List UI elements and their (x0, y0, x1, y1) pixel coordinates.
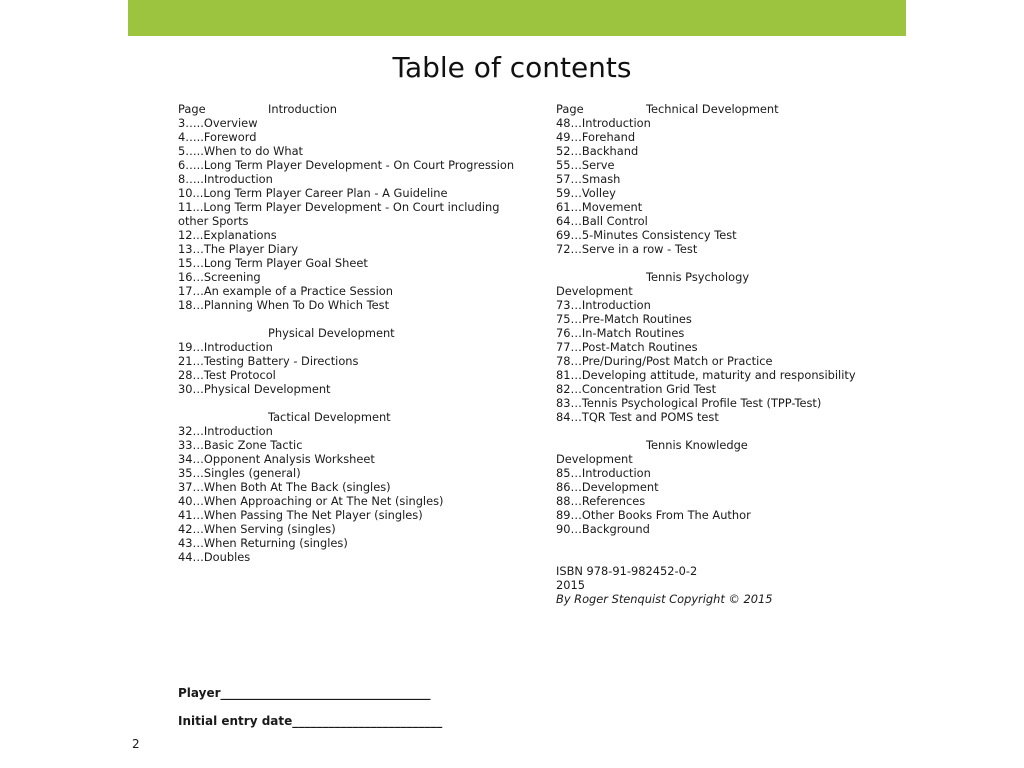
toc-entry: 21…Testing Battery - Directions (178, 354, 359, 368)
toc-entry: 13…The Player Diary (178, 242, 299, 256)
section-header-introduction (178, 102, 528, 116)
page-number: 2 (132, 737, 140, 751)
toc-entry: 8…..Introduction (178, 172, 273, 186)
section-heading-physical: Physical Development (268, 326, 395, 340)
toc-entry: 72…Serve in a row - Test (556, 242, 698, 256)
toc-entry: 61…Movement (556, 200, 643, 214)
toc-entry: 43…When Returning (singles) (178, 536, 348, 550)
toc-entry: 19…Introduction (178, 340, 273, 354)
isbn-text: ISBN 978-91-982452-0-2 (556, 564, 698, 578)
toc-left-column (178, 102, 528, 564)
toc-entry: 83…Tennis Psychological Profile Test (TPP-Test) (556, 396, 822, 410)
toc-entry: 88…References (556, 494, 646, 508)
toc-entry: 10...Long Term Player Career Plan - A Guideline (178, 186, 448, 200)
player-field[interactable]: Player___________________________________ (178, 686, 431, 700)
toc-entry: 37…When Both At The Back (singles) (178, 480, 391, 494)
section-heading-psychology-cont: Development (556, 284, 633, 298)
toc-entry: 57…Smash (556, 172, 621, 186)
toc-entry: 49…Forehand (556, 130, 636, 144)
toc-entry: 84…TQR Test and POMS test (556, 410, 719, 424)
toc-entry: 86…Development (556, 480, 659, 494)
toc-entry: 18…Planning When To Do Which Test (178, 298, 390, 312)
toc-entry: 4…..Foreword (178, 130, 257, 144)
toc-entry: 55…Serve (556, 158, 615, 172)
toc-entry: 59…Volley (556, 186, 616, 200)
toc-entry: 17…An example of a Practice Session (178, 284, 393, 298)
toc-entry: 64…Ball Control (556, 214, 648, 228)
toc-entry: 16…Screening (178, 270, 261, 284)
year-text: 2015 (556, 578, 585, 592)
toc-entry: 41…When Passing The Net Player (singles) (178, 508, 423, 522)
page-column-label: Page (556, 102, 584, 116)
toc-entry: 48…Introduction (556, 116, 651, 130)
toc-entry: 81…Developing attitude, maturity and responsibility (556, 368, 856, 382)
section-heading-knowledge-cont: Development (556, 452, 633, 466)
toc-entry: 33…Basic Zone Tactic (178, 438, 303, 452)
toc-entry: 30…Physical Development (178, 382, 331, 396)
toc-entry: 3…..Overview (178, 116, 258, 130)
page-column-label: Page (178, 102, 206, 116)
toc-entry: 89…Other Books From The Author (556, 508, 751, 522)
toc-entry: 77…Post-Match Routines (556, 340, 698, 354)
toc-entry: 35…Singles (general) (178, 466, 301, 480)
toc-entry: 85…Introduction (556, 466, 651, 480)
toc-entry: 69…5-Minutes Consistency Test (556, 228, 737, 242)
toc-entry: 78…Pre/During/Post Match or Practice (556, 354, 773, 368)
toc-entry: 15…Long Term Player Goal Sheet (178, 256, 368, 270)
toc-entry: 6…..Long Term Player Development - On Court Progression (178, 158, 515, 172)
toc-entry: 11...Long Term Player Development - On Court including other Sports (178, 200, 500, 228)
toc-entry: 52…Backhand (556, 144, 639, 158)
toc-entry: 5…..When to do What (178, 144, 304, 158)
toc-entry: 73…Introduction (556, 298, 651, 312)
toc-entry: 44…Doubles (178, 550, 251, 564)
toc-entry: 32…Introduction (178, 424, 273, 438)
section-heading: Introduction (268, 102, 337, 116)
section-heading: Technical Development (646, 102, 779, 116)
toc-entry: 12...Explanations (178, 228, 277, 242)
section-heading-tactical: Tactical Development (268, 410, 391, 424)
toc-right-column (556, 102, 856, 606)
toc-entry: 75…Pre-Match Routines (556, 312, 692, 326)
section-header-technical (556, 102, 856, 116)
page-title: Table of contents (392, 51, 632, 84)
toc-entry: 90…Background (556, 522, 650, 536)
toc-entry: 82…Concentration Grid Test (556, 382, 717, 396)
toc-entry: 28…Test Protocol (178, 368, 276, 382)
header-accent-band (128, 0, 906, 36)
copyright-text: By Roger Stenquist Copyright © 2015 (556, 592, 773, 606)
initial-entry-date-field[interactable]: Initial entry date_________________________ (178, 714, 443, 728)
toc-entry: 34…Opponent Analysis Worksheet (178, 452, 375, 466)
section-heading-knowledge: Tennis Knowledge (646, 438, 748, 452)
section-heading-psychology: Tennis Psychology (646, 270, 750, 284)
toc-entry: 76…In-Match Routines (556, 326, 685, 340)
toc-entry: 40…When Approaching or At The Net (singles) (178, 494, 444, 508)
toc-entry: 42…When Serving (singles) (178, 522, 336, 536)
